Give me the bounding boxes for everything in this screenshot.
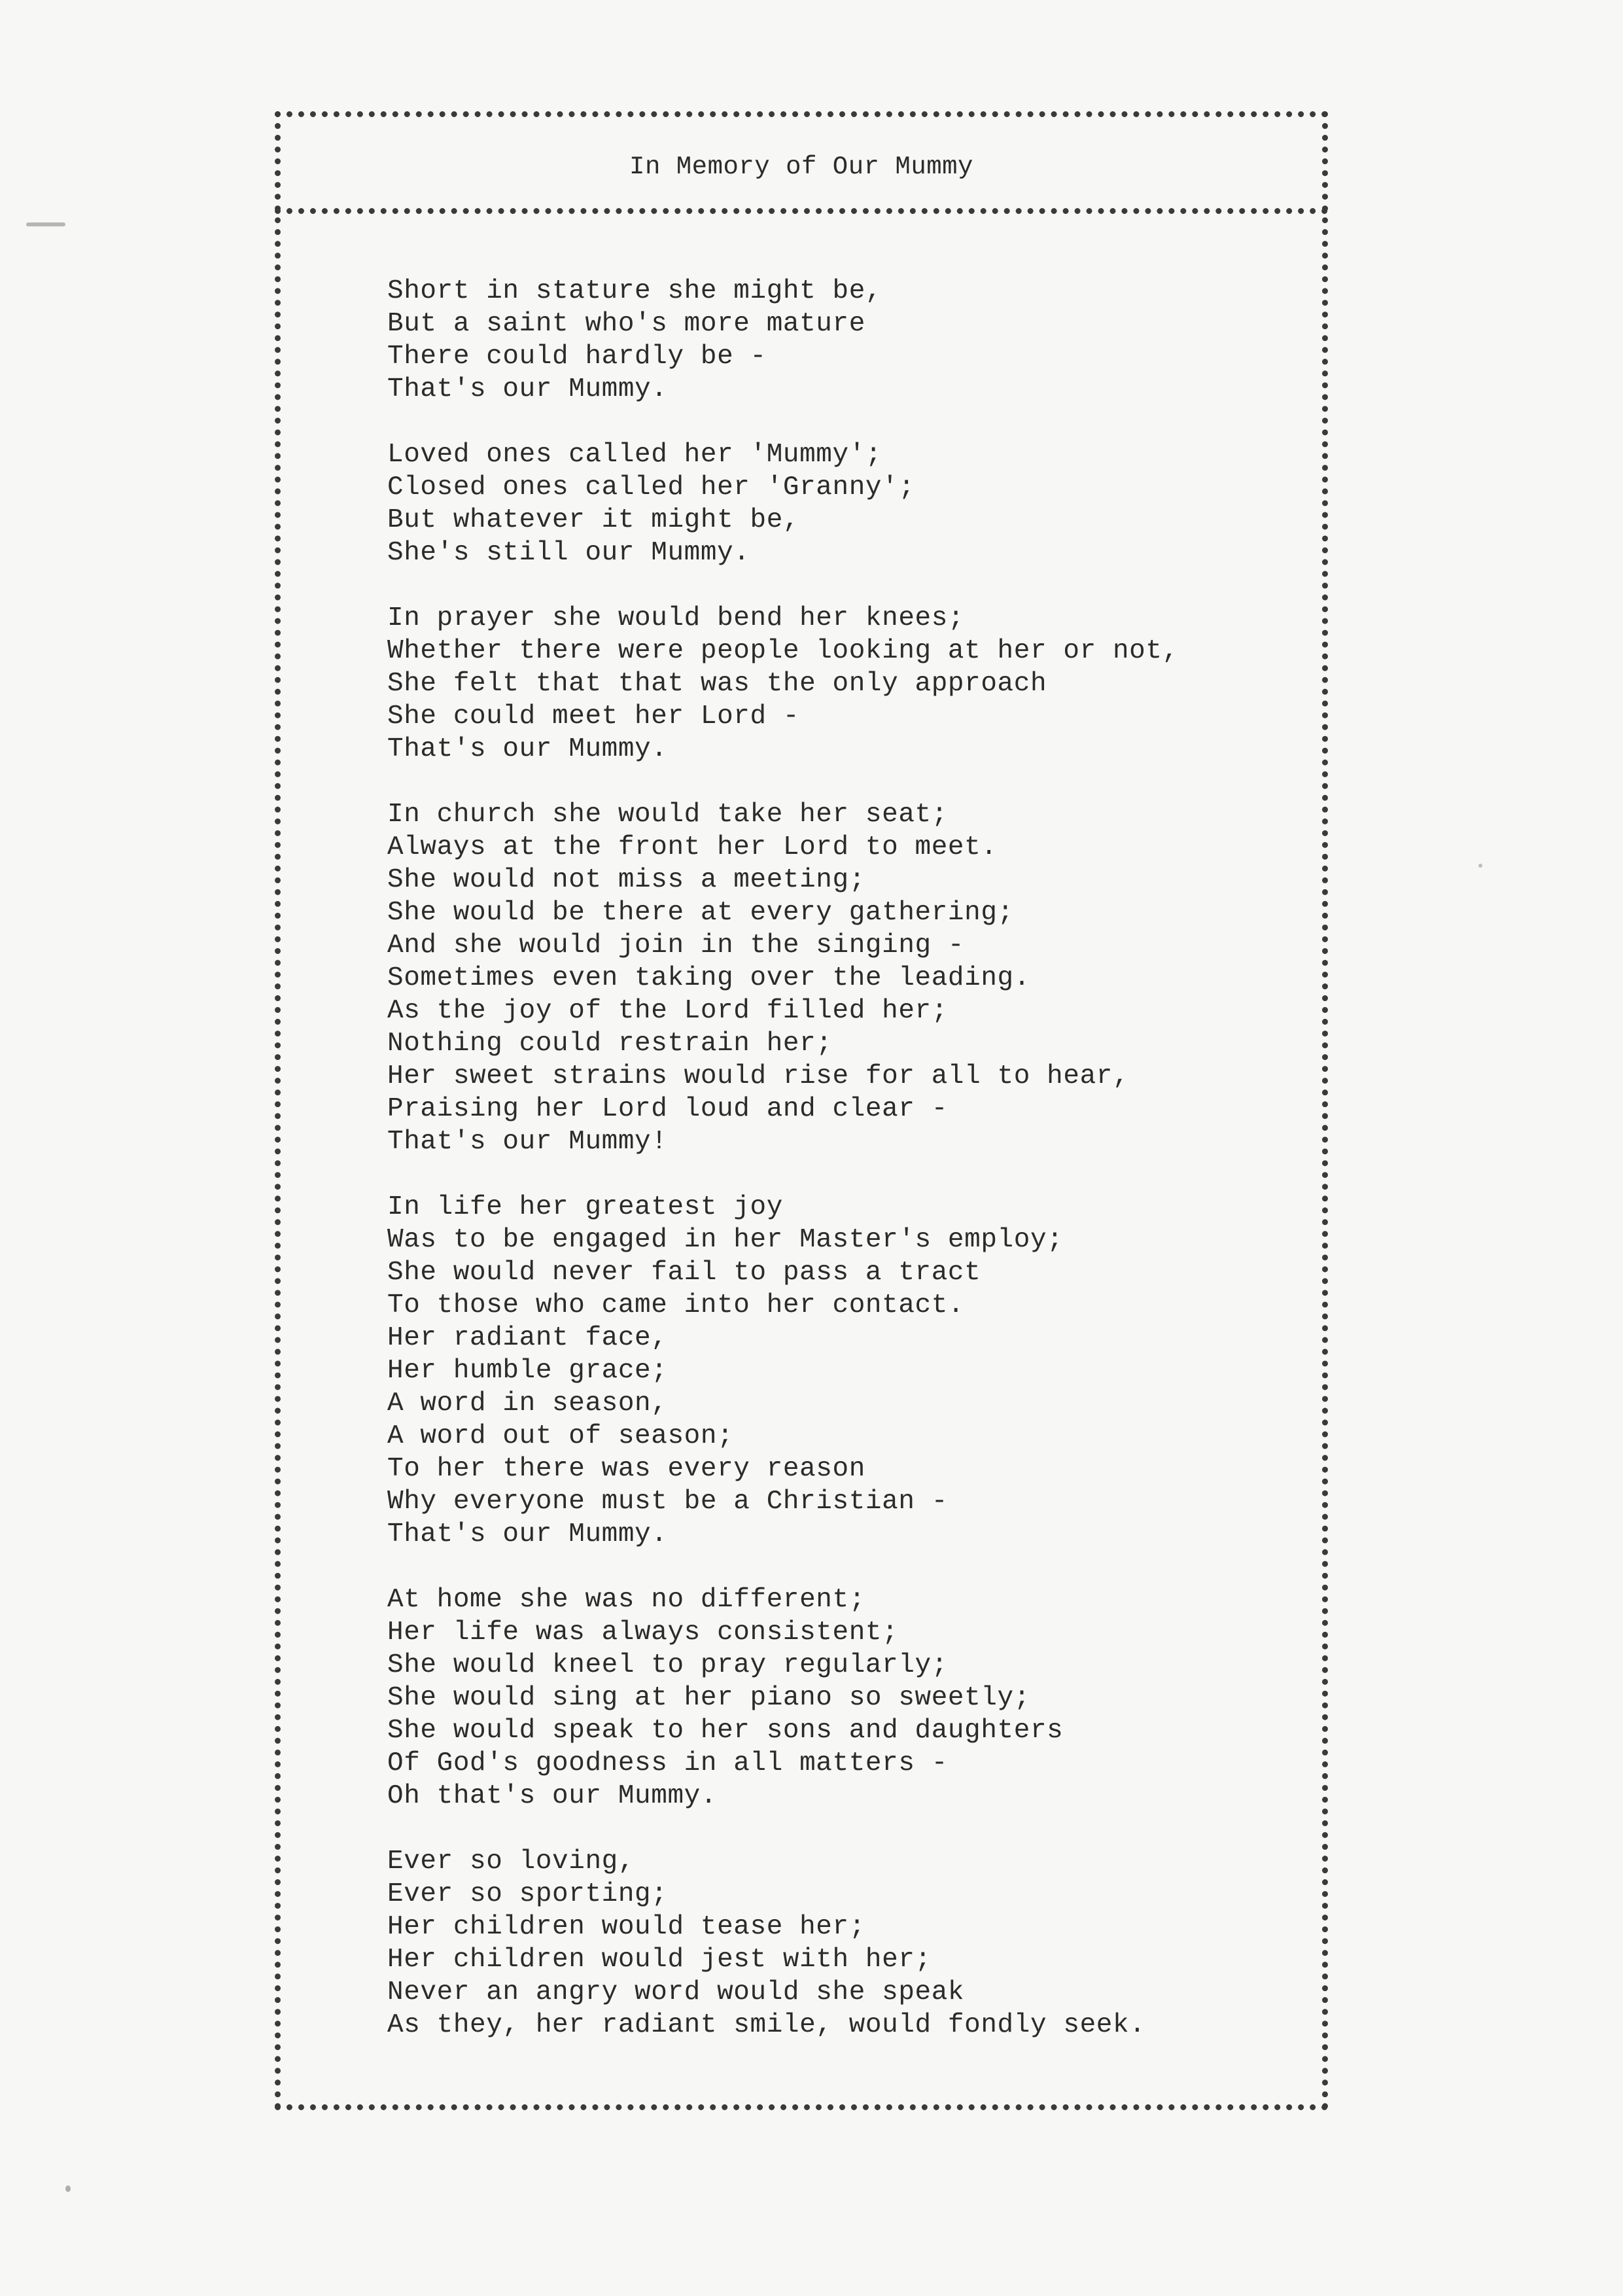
poem-line: To her there was every reason: [387, 1454, 865, 1484]
stanza-6: [387, 1583, 1303, 1812]
poem-line: Sometimes even taking over the leading.: [387, 963, 1030, 993]
poem-line: She could meet her Lord -: [387, 701, 800, 732]
poem-line: She would sing at her piano so sweetly;: [387, 1683, 1030, 1713]
poem-line: A word out of season;: [387, 1421, 734, 1451]
poem-line: That's our Mummy.: [387, 374, 668, 404]
stanza-2: [387, 438, 1303, 569]
poem-line: Loved ones called her 'Mummy';: [387, 440, 882, 470]
poem-line: Short in stature she might be,: [387, 276, 882, 306]
poem-line: In life her greatest joy: [387, 1192, 783, 1222]
stanza-5: [387, 1191, 1303, 1551]
poem-line: She would speak to her sons and daughters: [387, 1716, 1064, 1746]
poem-line: She felt that that was the only approach: [387, 669, 1047, 699]
poem-line: She would never fail to pass a tract: [387, 1258, 981, 1288]
poem-line: Nothing could restrain her;: [387, 1029, 833, 1059]
poem-title: In Memory of Our Mummy: [629, 152, 973, 181]
poem-line: Her humble grace;: [387, 1356, 668, 1386]
stanza-3: [387, 602, 1303, 766]
poem-line: Her radiant face,: [387, 1323, 668, 1353]
stanza-4: [387, 798, 1303, 1158]
poem-line: But whatever it might be,: [387, 505, 800, 535]
poem-body: [387, 275, 1303, 2074]
poem-line: Always at the front her Lord to meet.: [387, 832, 998, 862]
title-divider: [275, 208, 1328, 214]
poem-line: At home she was no different;: [387, 1585, 865, 1615]
poem-line: Never an angry word would she speak: [387, 1977, 965, 2007]
poem-line: Her life was always consistent;: [387, 1617, 899, 1648]
poem-line: Closed ones called her 'Granny';: [387, 472, 915, 503]
poem-line: A word in season,: [387, 1388, 668, 1419]
poem-line: Why everyone must be a Christian -: [387, 1487, 948, 1517]
poem-line: There could hardly be -: [387, 342, 767, 372]
poem-line: She's still our Mummy.: [387, 538, 750, 568]
poem-line: In church she would take her seat;: [387, 800, 948, 830]
poem-line: Her children would tease her;: [387, 1912, 865, 1942]
poem-line: But a saint who's more mature: [387, 309, 865, 339]
poem-line: To those who came into her contact.: [387, 1290, 965, 1320]
poem-line: Ever so loving,: [387, 1846, 635, 1877]
poem-line: Oh that's our Mummy.: [387, 1781, 718, 1811]
poem-line: She would not miss a meeting;: [387, 865, 865, 895]
poem-line: Her sweet strains would rise for all to hear,: [387, 1061, 1130, 1091]
poem-line: Whether there were people looking at her or not,: [387, 636, 1179, 666]
paper-speck: [1478, 864, 1482, 868]
poem-line: She would be there at every gathering;: [387, 898, 1014, 928]
paper-speck: [65, 2185, 71, 2192]
stanza-7: [387, 1845, 1303, 2041]
poem-line: Was to be engaged in her Master's employ;: [387, 1225, 1064, 1255]
poem-line: She would kneel to pray regularly;: [387, 1650, 948, 1680]
poem-line: Of God's goodness in all matters -: [387, 1748, 948, 1778]
poem-line: As they, her radiant smile, would fondly seek.: [387, 2010, 1146, 2040]
stanza-1: [387, 275, 1303, 406]
poem-line: Ever so sporting;: [387, 1879, 668, 1909]
poem-line: Her children would jest with her;: [387, 1945, 932, 1975]
poem-line: That's our Mummy.: [387, 1519, 668, 1549]
poem-line: Praising her Lord loud and clear -: [387, 1094, 948, 1124]
poem-line: As the joy of the Lord filled her;: [387, 996, 948, 1026]
paper-speck: [26, 222, 65, 226]
poem-line: And she would join in the singing -: [387, 930, 965, 961]
poem-line: In prayer she would bend her knees;: [387, 603, 965, 633]
poem-line: That's our Mummy!: [387, 1127, 668, 1157]
poem-line: That's our Mummy.: [387, 734, 668, 764]
